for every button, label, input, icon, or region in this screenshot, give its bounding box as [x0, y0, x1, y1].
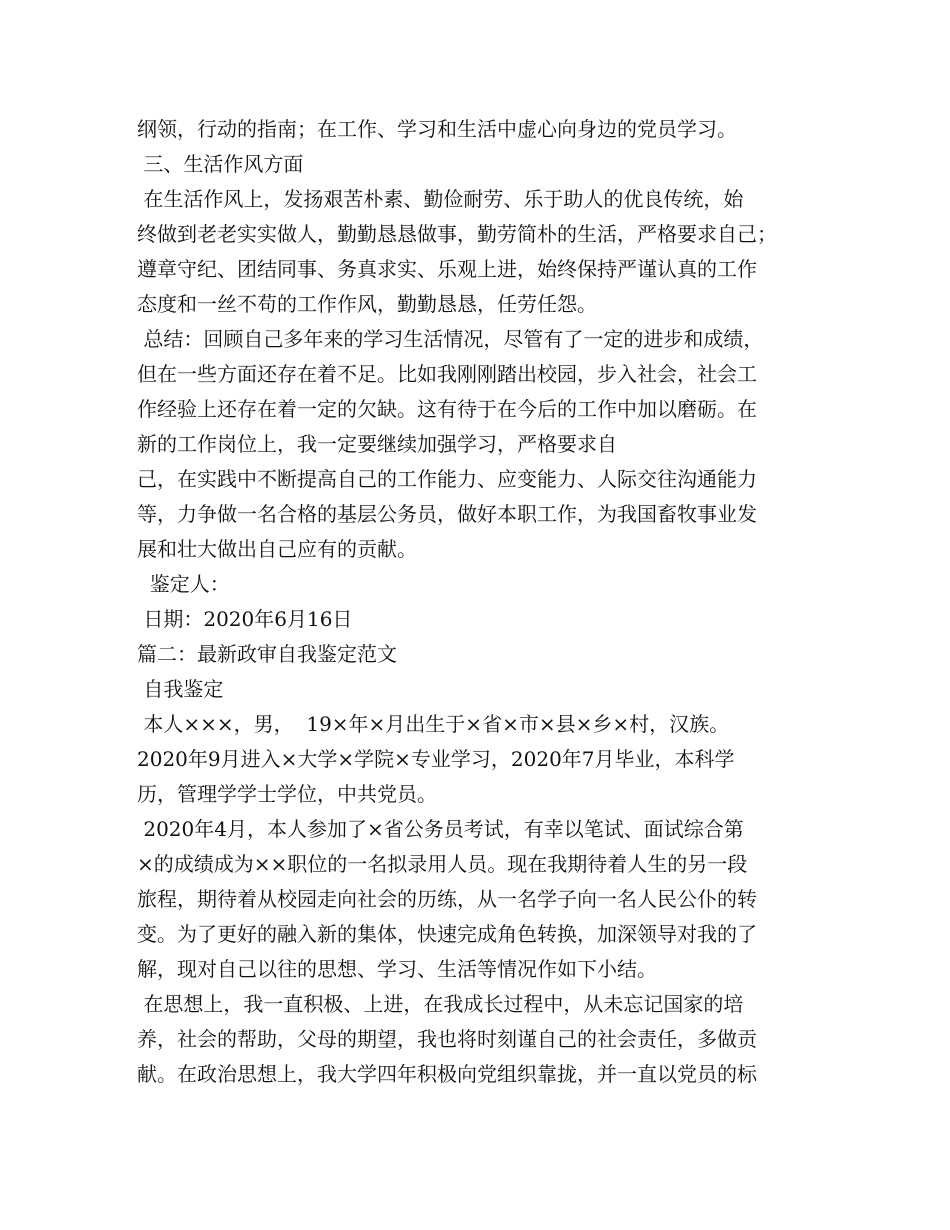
text-line: 在生活作风上，发扬艰苦朴素、勤俭耐劳、乐于助人的优良传统，始 — [137, 187, 744, 211]
text-line: 总结：回顾自己多年来的学习生活情况，尽管有了一定的进步和成绩， — [137, 327, 764, 351]
text-line: 历，管理学学士学位，中共党员。 — [137, 782, 437, 806]
text-line: 在思想上，我一直积极、上进，在我成长过程中，从未忘记国家的培 — [137, 992, 744, 1016]
appraiser-label: 鉴定人： — [137, 572, 230, 596]
text-line: 终做到老老实实做人，勤勤恳恳做事，勤劳简朴的生活，严格要求自己； — [137, 222, 777, 246]
article-title: 篇二：最新政审自我鉴定范文 — [137, 642, 397, 666]
text-line: 遵章守纪、团结同事、务真求实、乐观上进，始终保持严谨认真的工作 — [137, 257, 757, 281]
text-line: 本人×××，男， 19×年×月出生于×省×市×县×乡×村，汉族。 — [137, 712, 730, 736]
text-line: 2020年9月进入×大学×学院×专业学习，2020年7月毕业，本科学 — [137, 747, 735, 771]
text-line: 展和壮大做出自己应有的贡献。 — [137, 537, 417, 561]
text-line: 献。在政治思想上，我大学四年积极向党组织靠拢，并一直以党员的标 — [137, 1062, 757, 1086]
text-line: 解，现对自己以往的思想、学习、生活等情况作如下小结。 — [137, 957, 657, 981]
text-line: 作经验上还存在着一定的欠缺。这有待于在今后的工作中加以磨砺。在 — [137, 397, 757, 421]
date-line: 日期：2020年6月16日 — [137, 607, 353, 631]
section-heading: 三、生活作风方面 — [137, 152, 304, 176]
text-line: 纲领，行动的指南；在工作、学习和生活中虚心向身边的党员学习。 — [137, 117, 737, 141]
text-line: 养，社会的帮助，父母的期望，我也将时刻谨自己的社会责任，多做贡 — [137, 1027, 757, 1051]
text-line: 态度和一丝不苟的工作作风，勤勤恳恳，任劳任怨。 — [137, 292, 597, 316]
text-line: 新的工作岗位上，我一定要继续加强学习，严格要求自 — [137, 432, 617, 456]
text-line: 但在一些方面还存在着不足。比如我刚刚踏出校园，步入社会，社会工 — [137, 362, 757, 386]
text-line: ×的成绩成为××职位的一名拟录用人员。现在我期待着人生的另一段 — [137, 852, 748, 876]
text-line: 2020年4月，本人参加了×省公务员考试，有幸以笔试、面试综合第 — [137, 817, 744, 841]
text-line: 己，在实践中不断提高自己的工作能力、应变能力、人际交往沟通能力 — [137, 467, 757, 491]
text-line: 旅程，期待着从校园走向社会的历练，从一名学子向一名人民公仆的转 — [137, 887, 757, 911]
section-heading: 自我鉴定 — [137, 677, 224, 701]
text-line: 变。为了更好的融入新的集体，快速完成角色转换，加深领导对我的了 — [137, 922, 757, 946]
text-line: 等，力争做一名合格的基层公务员，做好本职工作，为我国畜牧事业发 — [137, 502, 757, 526]
document-body — [137, 112, 827, 1092]
